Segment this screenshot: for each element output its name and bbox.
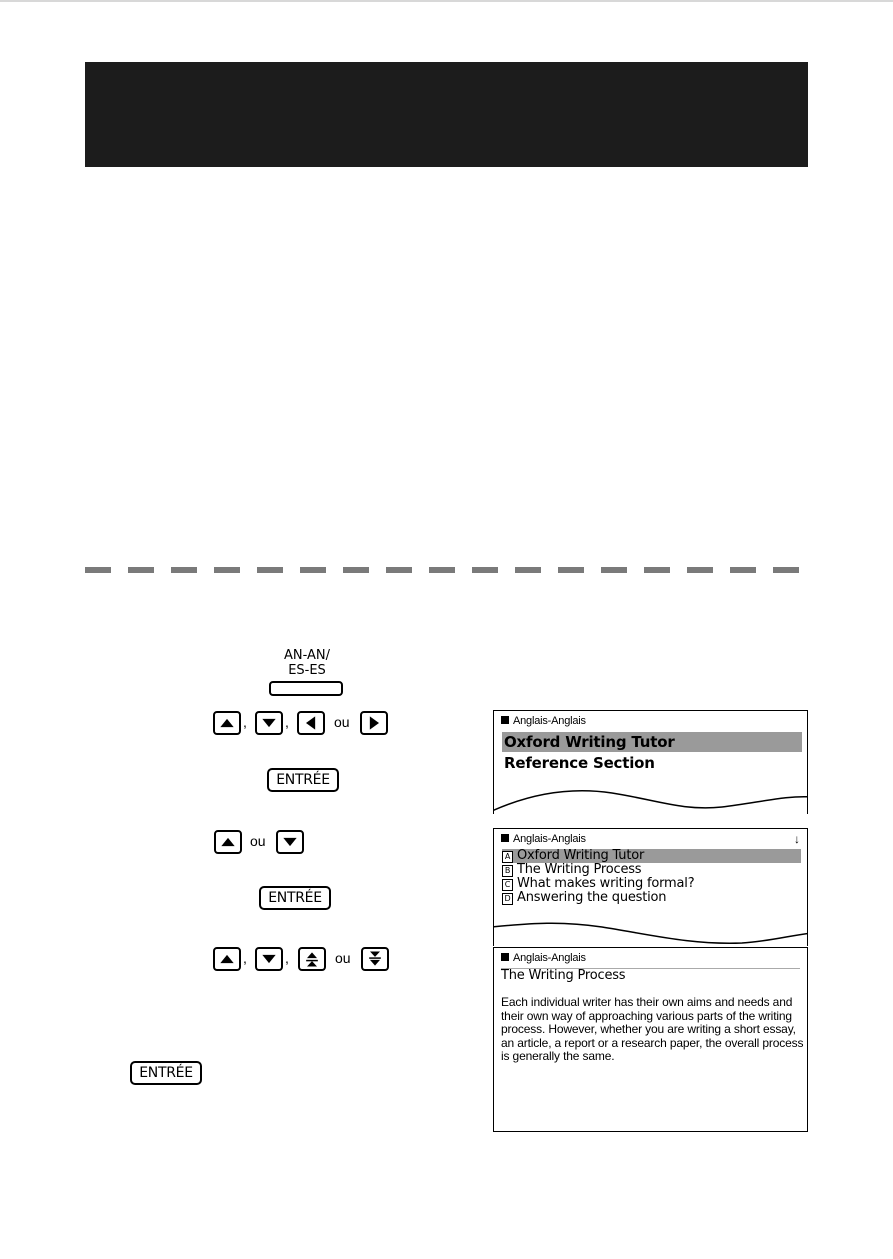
enter-key-2[interactable]: ENTRÉE (259, 886, 331, 910)
screen-header (501, 715, 586, 728)
up-arrow-icon (215, 713, 239, 733)
list-item-label: Oxford Writing Tutor (517, 848, 645, 863)
page-down-key[interactable] (361, 947, 389, 971)
screen-header-text: Anglais-Anglais (513, 952, 586, 964)
up-arrow-key-3[interactable] (213, 947, 241, 971)
mode-key[interactable] (269, 681, 343, 696)
square-bullet-icon (501, 716, 509, 724)
screen-2 (493, 828, 808, 946)
screen-1 (493, 710, 808, 814)
page-up-key[interactable] (298, 947, 326, 971)
screen-header-text: Anglais-Anglais (513, 715, 586, 727)
dashed-divider (85, 567, 808, 573)
article-title: The Writing Process (501, 968, 626, 983)
left-arrow-icon (299, 713, 323, 733)
list-item-label: The Writing Process (517, 862, 642, 877)
up-arrow-key[interactable] (213, 711, 241, 735)
list-item[interactable] (502, 849, 801, 863)
letter-c-icon: C (502, 879, 513, 891)
down-arrow-key-2[interactable] (276, 830, 304, 854)
square-bullet-icon (501, 834, 509, 842)
up-arrow-icon (216, 832, 240, 852)
torn-edge (493, 909, 808, 946)
right-arrow-key[interactable] (360, 711, 388, 735)
left-arrow-key[interactable] (297, 711, 325, 735)
screen-3 (493, 947, 808, 1132)
down-arrow-icon (257, 949, 281, 969)
enter-key-1[interactable]: ENTRÉE (267, 768, 339, 792)
down-arrow-icon (278, 832, 302, 852)
torn-edge (493, 777, 808, 814)
separator-or: ou (335, 950, 351, 966)
enter-key-3[interactable]: ENTRÉE (130, 1061, 202, 1085)
letter-a-icon: A (502, 851, 513, 863)
letter-d-icon: D (502, 893, 513, 905)
page-up-icon (300, 949, 324, 969)
screen-header-text: Anglais-Anglais (513, 833, 586, 845)
letter-b-icon: B (502, 865, 513, 877)
list-item-label: What makes writing formal? (517, 876, 695, 891)
down-arrow-icon (257, 713, 281, 733)
right-arrow-icon (362, 713, 386, 733)
menu-item-oxford-writing-tutor[interactable]: Oxford Writing Tutor (502, 732, 802, 752)
page-down-icon (363, 949, 387, 969)
separator-or: ou (250, 833, 266, 849)
separator-or: ou (334, 714, 350, 730)
list-item[interactable] (502, 877, 801, 891)
list-item[interactable] (502, 863, 801, 877)
mode-key-label-line2: ES-ES (288, 663, 326, 678)
scroll-down-indicator: ↓ (794, 832, 800, 846)
menu-item-reference-section[interactable]: Reference Section (504, 754, 655, 772)
list-item-label: Answering the question (517, 890, 667, 905)
down-arrow-key[interactable] (255, 711, 283, 735)
mode-key-label (262, 648, 352, 678)
section-header-band (85, 62, 808, 167)
screen-header (501, 952, 586, 965)
up-arrow-icon (215, 949, 239, 969)
article-body: Each individual writer has their own aims and needs and their own way of approaching various parts of the writing process. However, whether you are writing a short essay, an article, a report or a research paper, the overall process is generally the same. (501, 995, 804, 1063)
list-item[interactable] (502, 891, 801, 905)
mode-key-label-line1: AN-AN/ (283, 648, 331, 663)
screen-header (501, 833, 586, 846)
square-bullet-icon (501, 953, 509, 961)
top-rule (0, 0, 893, 2)
up-arrow-key-2[interactable] (214, 830, 242, 854)
down-arrow-key-3[interactable] (255, 947, 283, 971)
